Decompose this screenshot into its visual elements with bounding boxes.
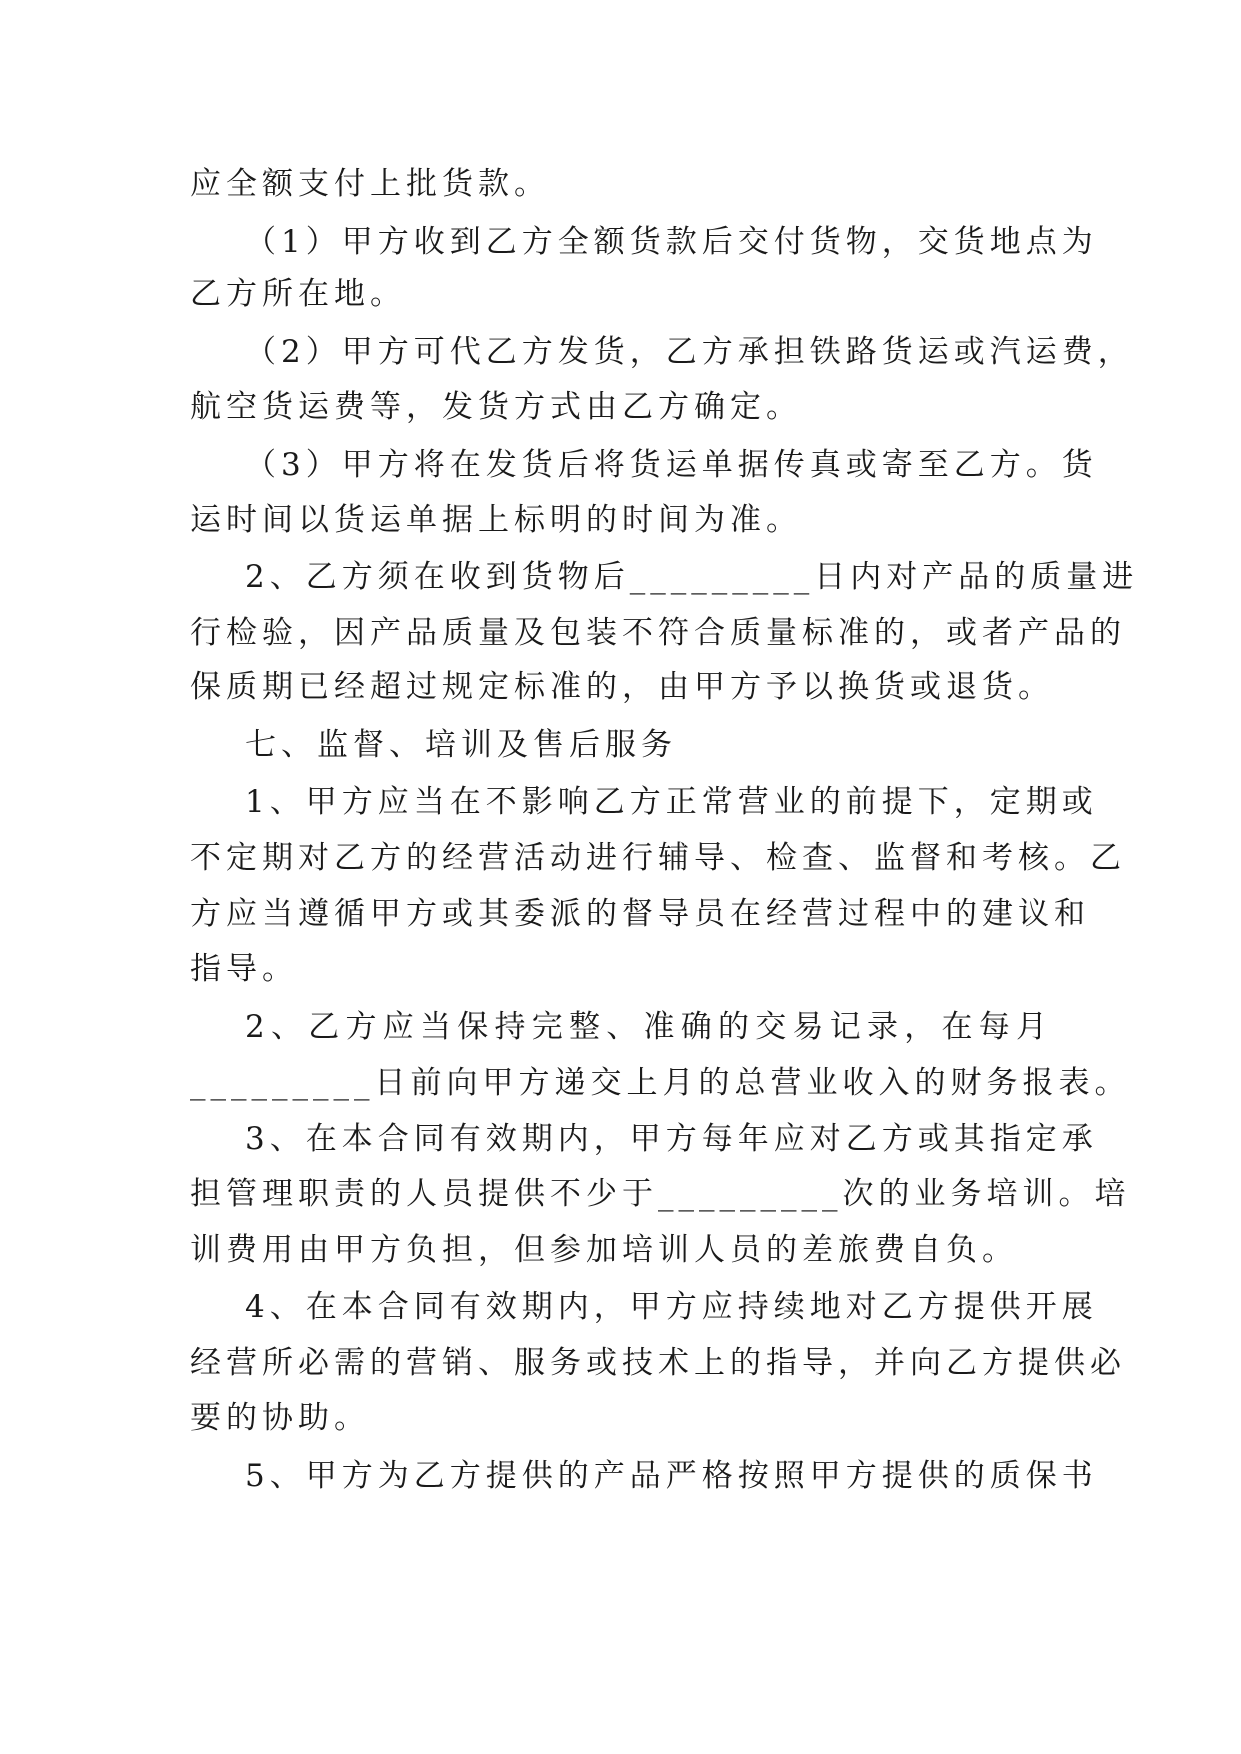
- text-line: （1）甲方收到乙方全额货款后交付货物，交货地点为: [245, 224, 1098, 260]
- text-line: 2、乙方须在收到货物后_________日内对产品的质量进: [245, 559, 1139, 595]
- text-line: 不定期对乙方的经营活动进行辅导、检查、监督和考核。乙: [190, 840, 1126, 876]
- text-line: （3）甲方将在发货后将货运单据传真或寄至乙方。货: [245, 447, 1098, 483]
- text-line: 指导。: [190, 951, 298, 987]
- text-line: 运时间以货运单据上标明的时间为准。: [190, 502, 802, 538]
- text-line: 方应当遵循甲方或其委派的督导员在经营过程中的建议和: [190, 896, 1090, 932]
- text-line: _________日前向甲方递交上月的总营业收入的财务报表。: [190, 1065, 1131, 1101]
- text-line: 2、乙方应当保持完整、准确的交易记录，在每月: [245, 1009, 1052, 1045]
- text-line: 航空货运费等，发货方式由乙方确定。: [190, 389, 802, 425]
- text-line: 乙方所在地。: [190, 276, 406, 312]
- text-line: 5、甲方为乙方提供的产品严格按照甲方提供的质保书: [245, 1458, 1098, 1494]
- text-line: 3、在本合同有效期内，甲方每年应对乙方或其指定承: [245, 1121, 1098, 1157]
- text-line: （2）甲方可代乙方发货，乙方承担铁路货运或汽运费，: [245, 334, 1134, 370]
- text-line: 4、在本合同有效期内，甲方应持续地对乙方提供开展: [245, 1289, 1098, 1325]
- text-line: 应全额支付上批货款。: [190, 166, 550, 202]
- text-line: 1、甲方应当在不影响乙方正常营业的前提下，定期或: [245, 784, 1098, 820]
- text-line: 行检验，因产品质量及包装不符合质量标准的，或者产品的: [190, 615, 1126, 651]
- text-line: 保质期已经超过规定标准的，由甲方予以换货或退货。: [190, 669, 1054, 705]
- text-line: 经营所必需的营销、服务或技术上的指导，并向乙方提供必: [190, 1345, 1126, 1381]
- section-heading: 七、监督、培训及售后服务: [245, 727, 677, 763]
- text-line: 训费用由甲方负担，但参加培训人员的差旅费自负。: [190, 1232, 1018, 1268]
- text-line: 要的协助。: [190, 1400, 370, 1436]
- text-line: 担管理职责的人员提供不少于_________次的业务培训。培: [190, 1176, 1131, 1212]
